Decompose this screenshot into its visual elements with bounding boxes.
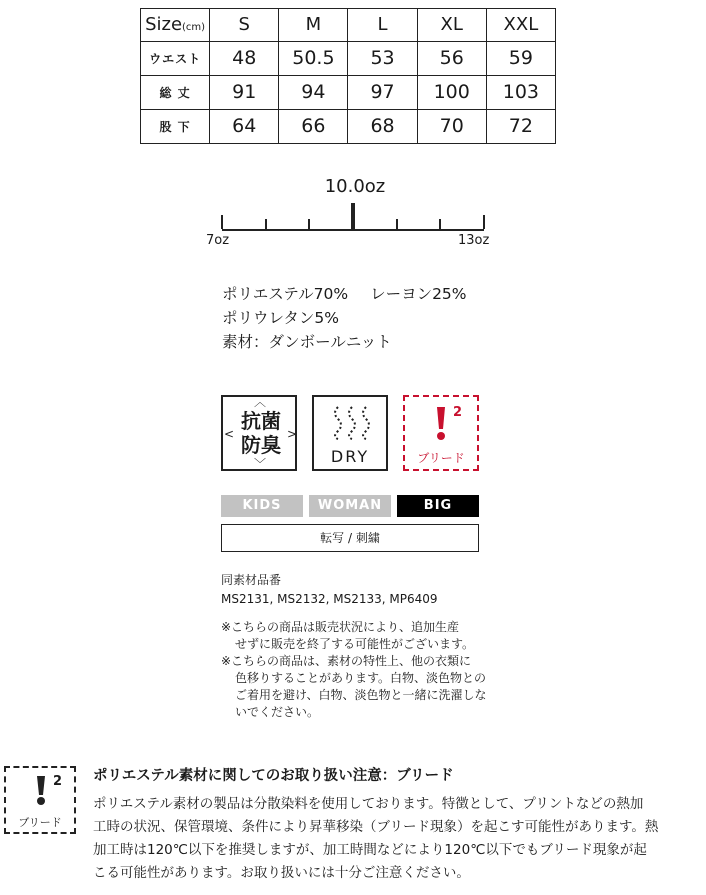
bleed-body-line: 工時の状況、保管環境、条件により昇華移染（ブリード現象）を起こす可能性があります。熱 — [93, 819, 659, 835]
table-cell: 70 — [417, 109, 486, 143]
table-row — [141, 75, 556, 109]
scale-min-label: 7oz — [206, 233, 230, 248]
note-line: ※こちらの商品は、素材の特性上、他の衣類に — [221, 654, 472, 668]
bleed-body-line: 加工時は120℃以下を推奨しますが、加工時間などにより120℃以下でもブリード現象が起 — [93, 842, 647, 858]
table-cell: 91 — [210, 75, 279, 109]
size-header-s: S — [210, 9, 279, 42]
note-line: ※こちらの商品は販売状況により、追加生産 — [221, 620, 460, 634]
exclamation-icon — [435, 407, 447, 441]
scale-tick — [221, 215, 223, 229]
weight-value-label: 10.0oz — [324, 176, 386, 197]
bleed-warning-icon — [403, 395, 479, 471]
deodorant-label: 防臭 — [241, 433, 281, 457]
notes-block — [221, 619, 491, 721]
size-header-row — [141, 9, 556, 42]
dry-label: DRY — [330, 447, 370, 466]
table-cell: 53 — [348, 41, 417, 75]
weight-scale — [200, 176, 510, 252]
row-label-waist: ウエスト — [141, 41, 210, 75]
antibacterial-deodorant-icon — [221, 395, 297, 471]
table-cell: 59 — [486, 41, 555, 75]
scale-tick — [265, 219, 267, 229]
table-cell: 68 — [348, 109, 417, 143]
material-line-1 — [222, 282, 552, 306]
row-label-total-length: 総 丈 — [141, 75, 210, 109]
bleed-superscript: 2 — [453, 405, 463, 420]
bleed-notice-superscript: 2 — [53, 774, 63, 789]
note-line: せずに販売を終了する可能性がございます。 — [235, 637, 475, 651]
bleed-notice-icon-label: ブリード — [18, 816, 62, 829]
size-corner-label: Size — [145, 14, 183, 36]
size-tag-woman: WOMAN — [309, 495, 391, 517]
table-cell: 50.5 — [279, 41, 348, 75]
scale-value-marker — [351, 203, 355, 229]
exclamation-icon — [35, 776, 47, 806]
note-line: いでください。 — [235, 705, 320, 719]
same-material-items: MS2131, MS2132, MS2133, MP6409 — [221, 592, 438, 606]
moisture-waves-icon — [330, 405, 374, 441]
note-line: 色移りすることがあります。白物、淡色物との — [235, 671, 487, 685]
antibac-label: 抗菌 — [241, 409, 281, 433]
scale-tick — [483, 215, 485, 229]
row-label-inseam: 股 下 — [141, 109, 210, 143]
size-tags — [221, 495, 479, 517]
table-cell: 66 — [279, 109, 348, 143]
table-cell: 48 — [210, 41, 279, 75]
table-cell: 97 — [348, 75, 417, 109]
bleed-notice-icon — [4, 766, 76, 834]
table-cell: 72 — [486, 109, 555, 143]
bleed-body-line: こる可能性があります。お取り扱いには十分ご注意ください。 — [93, 865, 470, 881]
material-polyurethane: ポリウレタン5% — [222, 309, 339, 327]
scale-baseline — [222, 229, 484, 231]
chevron-down-icon: ﹀ — [254, 457, 267, 471]
bleed-body-line: ポリエステル素材の製品は分散染料を使用しております。特徴として、プリントなどの熱加 — [93, 796, 644, 812]
table-cell: 64 — [210, 109, 279, 143]
table-cell: 100 — [417, 75, 486, 109]
table-cell: 56 — [417, 41, 486, 75]
material-rayon: レーヨン25% — [370, 285, 467, 303]
bleed-label: ブリード — [417, 451, 465, 465]
chevron-right-icon: > — [287, 427, 298, 441]
table-row — [141, 109, 556, 143]
note-line: ご着用を避け、白物、淡色物と一緒に洗濯しな — [235, 688, 487, 702]
size-header-xl: XL — [417, 9, 486, 42]
size-header-xxl: XXL — [486, 9, 555, 42]
size-table — [140, 8, 556, 144]
size-tag-kids: KIDS — [221, 495, 303, 517]
chevron-left-icon: < — [224, 427, 235, 441]
table-row — [141, 41, 556, 75]
size-tag-big: BIG — [397, 495, 479, 517]
size-header-m: M — [279, 9, 348, 42]
size-corner-unit: (cm) — [182, 22, 206, 34]
scale-max-label: 13oz — [458, 233, 490, 248]
same-material-heading: 同素材品番 — [221, 573, 282, 587]
scale-tick — [439, 219, 441, 229]
dry-icon — [312, 395, 388, 471]
table-cell: 103 — [486, 75, 555, 109]
table-cell: 94 — [279, 75, 348, 109]
scale-tick — [308, 219, 310, 229]
scale-tick — [396, 219, 398, 229]
material-fabric: 素材：ダンボールニット — [222, 333, 392, 351]
bleed-notice-title: ポリエステル素材に関してのお取り扱い注意：ブリード — [93, 768, 454, 784]
size-corner-cell — [141, 9, 210, 42]
material-polyester: ポリエステル70% — [222, 285, 349, 303]
print-methods-box: 転写 / 刺繍 — [221, 524, 479, 552]
chevron-up-icon: ︿ — [254, 395, 267, 409]
bleed-notice-body — [93, 793, 701, 885]
size-header-l: L — [348, 9, 417, 42]
material-block — [222, 282, 552, 354]
